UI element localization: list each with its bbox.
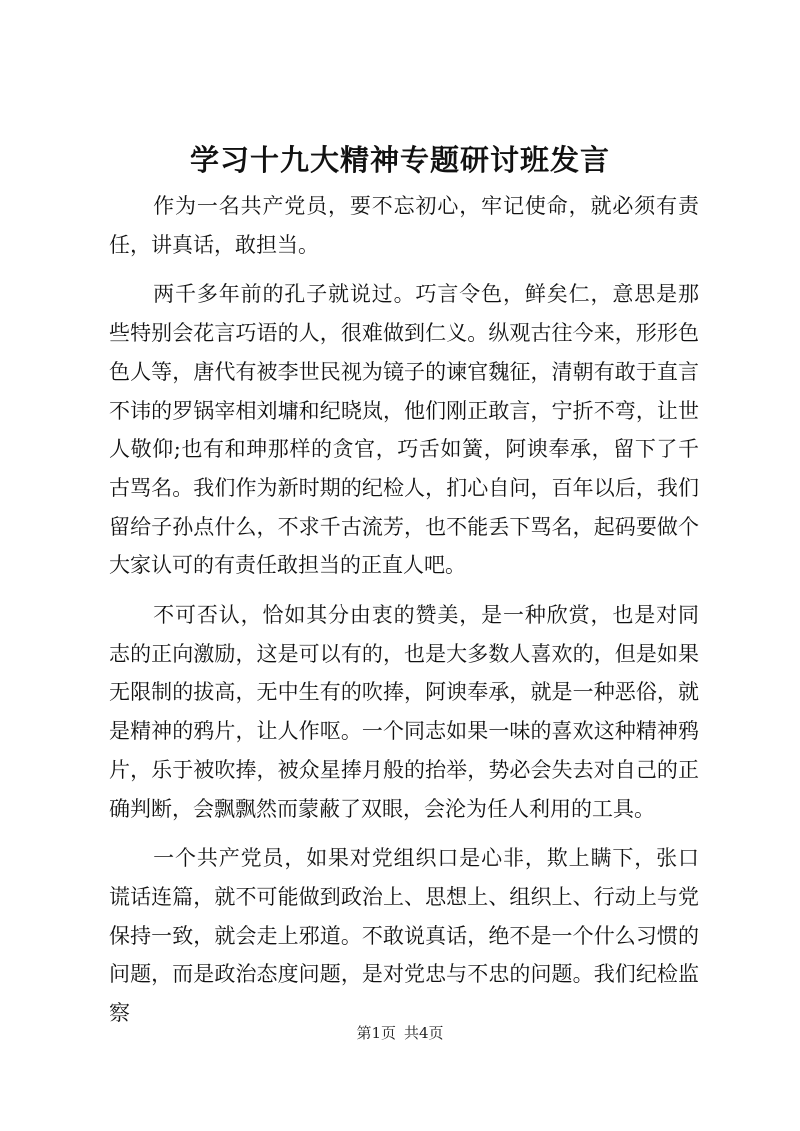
page-footer [0,1022,800,1044]
document-body [109,187,699,1044]
paragraph: 作为一名共产党员，要不忘初心，牢记使命，就必须有责任，讲真话，敢担当。 [109,194,699,257]
document-title: 学习十九大精神专题研讨班发言 [189,143,610,177]
page-number: 第1页 [356,1024,396,1042]
paragraph: 一个共产党员，如果对党组织口是心非，欺上瞒下，张口谎话连篇，就不可能做到政治上、思想上、组织上、行动上与党保持一致，就会走上邪道。不敢说真话，绝不是一个什么习惯的问题，而是政治态度问题，是对党忠与不忠的问题。我们纪检监察 [109,846,699,1026]
paragraph: 不可否认，恰如其分由衷的赞美，是一种欣赏，也是对同志的正向激励，这是可以有的，也是大多数人喜欢的，但是如果无限制的拔高，无中生有的吹捧，阿谀奉承，就是一种恶俗，就是精神的鸦片，让人作呕。一个同志如果一味的喜欢这种精神鸦片，乐于被吹捧，被众星捧月般的抬举，势必会失去对自己的正确判断，会飘飘然而蒙蔽了双眼，会沦为任人利用的工具。 [109,603,699,821]
paragraph: 两千多年前的孔子就说过。巧言令色，鲜矣仁，意思是那些特别会花言巧语的人，很难做到仁义。纵观古往今来，形形色色人等，唐代有被李世民视为镜子的谏官魏征，清朝有敢于直言不讳的罗锅宰相刘墉和纪晓岚，他们刚正敢言，宁折不弯，让世人敬仰;也有和珅那样的贪官，巧舌如簧，阿谀奉承，留下了千古骂名。我们作为新时期的纪检人，扪心自问，百年以后，我们留给子孙点什么，不求千古流芳，也不能丢下骂名，起码要做个大家认可的有责任敢担当的正直人吧。 [109,282,699,578]
page-total: 共4页 [404,1024,444,1042]
